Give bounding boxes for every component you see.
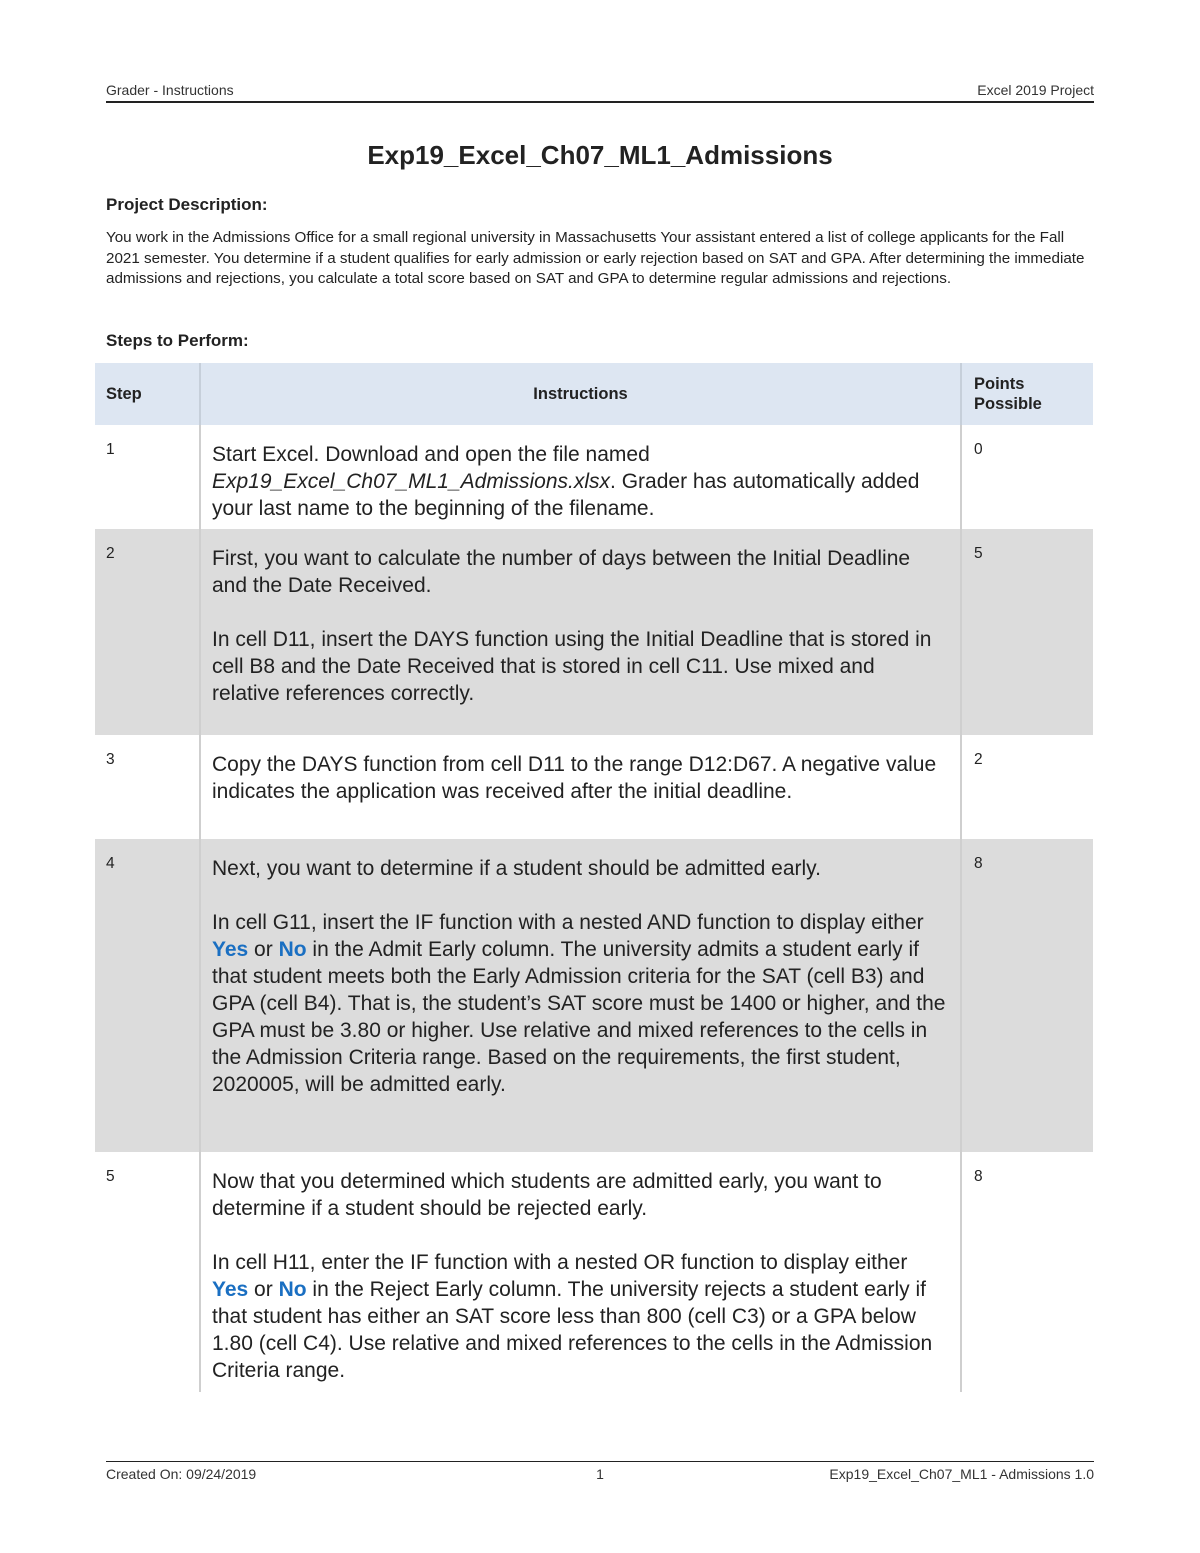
page-header	[106, 82, 1094, 102]
instruction-paragraph: First, you want to calculate the number of days between the Initial Deadline and the Date Received.	[212, 547, 911, 597]
page-footer	[106, 1466, 1094, 1486]
instruction-paragraph	[212, 1249, 948, 1384]
instruction-paragraph	[212, 441, 948, 522]
yes-keyword: Yes	[212, 1278, 249, 1301]
step-instructions	[200, 735, 961, 839]
project-description-text: You work in the Admissions Office for a small regional university in Massachusetts Your assistant entered a list of college applicants for the Fall 2021 semester. You determine if a student qualifies for early admission or early rejection based on SAT and GPA. After determining the immediate admissions and rejections, you calculate a total score based on SAT and GPA to determine regular admissions and rejections.	[106, 229, 1085, 287]
instruction-text: in the Reject Early column. The university rejects a student early if that student has either an SAT score less than 800 (cell C3) or a GPA below 1.80 (cell C4). Use relative and mixed references to the cells in the Admission Criteria range.	[212, 1278, 933, 1382]
file-name: Exp19_Excel_Ch07_ML1_Admissions.xlsx	[212, 470, 611, 493]
yes-keyword: Yes	[212, 938, 249, 961]
instruction-text: In cell H11, enter the IF function with a nested OR function to display either	[212, 1251, 908, 1274]
header-right: Excel 2019 Project	[977, 82, 1094, 98]
header-points: Points Possible	[961, 363, 1093, 425]
instruction-text: Start Excel. Download and open the file named	[212, 443, 650, 466]
step-instructions	[200, 1152, 961, 1392]
table-row	[95, 839, 1093, 1152]
step-points: 8	[974, 1168, 983, 1185]
step-number: 3	[106, 751, 115, 768]
header-divider	[106, 101, 1094, 103]
step-points: 8	[961, 839, 1093, 1152]
document-title: Exp19_Excel_Ch07_ML1_Admissions	[367, 140, 833, 170]
instruction-text: In cell G11, insert the IF function with a nested AND function to display either	[212, 911, 924, 934]
instruction-paragraph: Now that you determined which students are admitted early, you want to determine if a student should be rejected early.	[212, 1170, 882, 1220]
table-row	[95, 529, 1093, 735]
footer-divider	[106, 1461, 1094, 1462]
step-instructions	[200, 529, 961, 735]
step-number: 1	[106, 441, 115, 458]
instruction-text: or	[248, 1278, 279, 1301]
table-row	[95, 1152, 1093, 1392]
instruction-text: or	[248, 938, 279, 961]
project-description-label: Project Description:	[106, 195, 268, 214]
step-instructions	[200, 425, 961, 529]
instruction-paragraph: Next, you want to determine if a student should be admitted early.	[212, 857, 821, 880]
no-keyword: No	[278, 1278, 307, 1301]
no-keyword: No	[278, 938, 307, 961]
table-row	[95, 425, 1093, 529]
header-instructions: Instructions	[200, 363, 961, 425]
instruction-paragraph: In cell D11, insert the DAYS function using the Initial Deadline that is stored in cell B8 and the Date Received that is stored in cell C11. Use mixed and relative references correctly.	[212, 628, 932, 705]
footer-document-id: Exp19_Excel_Ch07_ML1 - Admissions 1.0	[829, 1466, 1094, 1482]
instruction-paragraph: Copy the DAYS function from cell D11 to the range D12:D67. A negative value indicates the application was received after the initial deadline.	[212, 753, 937, 803]
table-row	[95, 735, 1093, 839]
step-number: 5	[106, 1168, 115, 1185]
instruction-text: . Grader has automatically added your last name to the beginning of the filename.	[212, 470, 920, 520]
instruction-paragraph	[212, 909, 948, 1098]
step-number: 2	[95, 529, 200, 735]
header-left: Grader - Instructions	[106, 82, 234, 98]
page-number: 1	[596, 1466, 604, 1482]
header-step: Step	[95, 363, 200, 425]
step-points: 0	[974, 441, 983, 458]
footer-created-on: Created On: 09/24/2019	[106, 1466, 257, 1482]
table-header-row	[95, 363, 1093, 425]
steps-label: Steps to Perform:	[106, 331, 249, 350]
step-points: 2	[974, 751, 983, 768]
step-number: 4	[95, 839, 200, 1152]
step-points: 5	[961, 529, 1093, 735]
steps-table	[95, 363, 1093, 1392]
instruction-text: in the Admit Early column. The university admits a student early if that student meets both the Early Admission criteria for the SAT (cell B3) and GPA (cell B4). That is, the student’s SAT score must be 1400 or higher, and the GPA must be 3.80 or higher. Use relative and mixed references to the cells in the Admission Criteria range. Based on the requirements, the first student, 2020005, will be admitted early.	[212, 938, 946, 1096]
step-instructions	[200, 839, 961, 1152]
